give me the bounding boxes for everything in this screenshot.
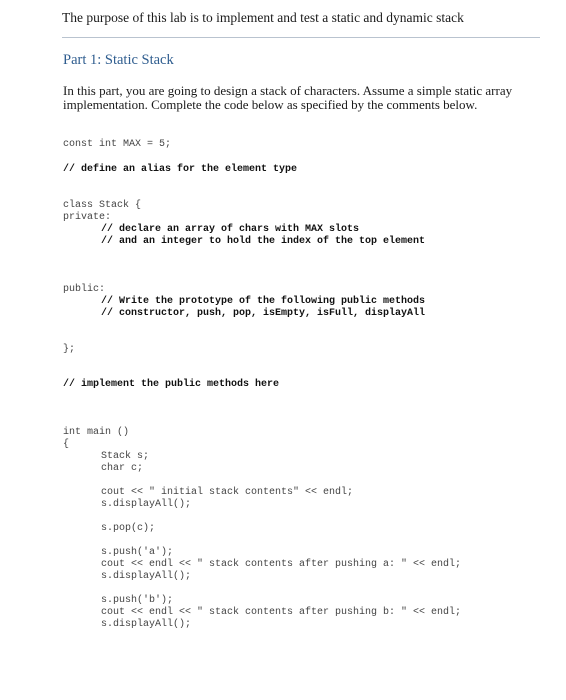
code-display-all-1: s.displayAll();: [101, 499, 192, 510]
code-open-brace: {: [63, 439, 70, 450]
code-stack-declaration: Stack s;: [101, 451, 150, 462]
code-comment-implement: // implement the public methods here: [63, 379, 280, 390]
code-comment-private-2: // and an integer to hold the index of the top element: [101, 236, 426, 247]
code-display-all-3: s.displayAll();: [101, 619, 192, 630]
code-comment-private-1: // declare an array of chars with MAX slots: [101, 224, 360, 235]
code-const-max: const int MAX = 5;: [63, 139, 172, 150]
code-char-declaration: char c;: [101, 463, 144, 474]
header-divider: [62, 37, 540, 38]
page-header-title: The purpose of this lab is to implement and test a static and dynamic stack: [62, 10, 464, 25]
code-display-all-2: s.displayAll();: [101, 571, 192, 582]
code-pop-call: s.pop(c);: [101, 523, 156, 534]
code-comment-public-2: // constructor, push, pop, isEmpty, isFull, displayAll: [101, 308, 426, 319]
section-title: Part 1: Static Stack: [63, 52, 174, 68]
code-cout-after-a: cout << endl << " stack contents after pushing a: " << endl;: [101, 559, 462, 570]
code-class-end: };: [63, 344, 76, 355]
code-private-label: private:: [63, 212, 112, 223]
code-cout-after-b: cout << endl << " stack contents after pushing b: " << endl;: [101, 607, 462, 618]
code-push-a: s.push('a');: [101, 547, 174, 558]
code-comment-alias: // define an alias for the element type: [63, 164, 298, 175]
code-push-b: s.push('b');: [101, 595, 174, 606]
code-comment-public-1: // Write the prototype of the following public methods: [101, 296, 426, 307]
code-cout-initial: cout << " initial stack contents" << endl;: [101, 487, 354, 498]
intro-paragraph: In this part, you are going to design a stack of characters. Assume a simple static array implementation. Complete the code below as specified by the comments below.: [63, 83, 513, 112]
code-class-declaration: class Stack {: [63, 200, 142, 211]
code-main-signature: int main (): [63, 427, 130, 438]
code-public-label: public:: [63, 284, 106, 295]
